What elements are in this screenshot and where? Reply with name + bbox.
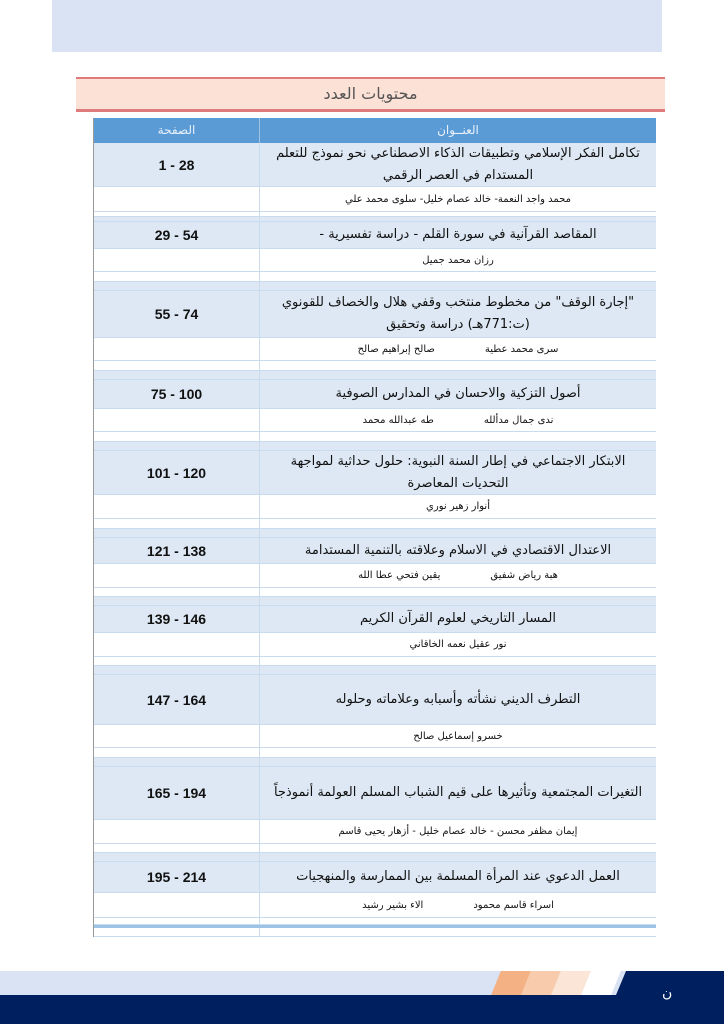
table-row-spacer xyxy=(94,588,656,597)
empty-cell xyxy=(260,748,656,757)
article-title: العمل الدعوي عند المرأة المسلمة بين الممارسة والمنهجيات xyxy=(296,869,620,884)
empty-cell xyxy=(94,748,260,757)
page-range: 139 - 146 xyxy=(94,606,260,632)
table-row-spacer xyxy=(94,758,656,767)
page-range: 121 - 138 xyxy=(94,538,260,563)
empty-cell xyxy=(94,409,260,431)
table-row-spacer xyxy=(94,844,656,853)
empty-cell xyxy=(260,758,656,766)
table-row-authors xyxy=(94,249,656,272)
article-title: المقاصد القرآنية في سورة القلم - دراسة تفسيرية - xyxy=(319,227,597,242)
empty-cell xyxy=(260,588,656,596)
article-title: الاعتدال الاقتصادي في الاسلام وعلاقته بالتنمية المستدامة xyxy=(304,542,612,558)
empty-cell xyxy=(94,666,260,674)
empty-cell xyxy=(260,918,656,924)
author-name: أنوار زهير نوري xyxy=(426,501,490,512)
authors xyxy=(260,495,656,518)
table-row-authors xyxy=(94,893,656,918)
empty-cell xyxy=(94,371,260,379)
empty-cell xyxy=(94,187,260,211)
authors xyxy=(260,564,656,587)
empty-cell xyxy=(260,844,656,852)
table-row-spacer xyxy=(94,282,656,291)
table-row-spacer xyxy=(94,361,656,371)
author-name: محمد واجد النعمة- خالد عصام خليل- سلوى محمد علي xyxy=(345,193,571,205)
article-title: أصول التزكية والاحسان في المدارس الصوفية xyxy=(335,386,581,401)
authors xyxy=(260,409,656,431)
table-row-authors xyxy=(94,409,656,432)
author-name: إيمان مظفر محسن - خالد عصام خليل - أزهار يحيى قاسم xyxy=(338,826,578,837)
empty-cell xyxy=(260,272,656,281)
table-row-authors xyxy=(94,633,656,657)
author-name: يقين فتحي عطا الله xyxy=(358,570,441,581)
empty-cell xyxy=(260,217,656,221)
table-row-spacer xyxy=(94,853,656,862)
column-header-title: العنــوان xyxy=(437,123,479,137)
empty-cell xyxy=(260,371,656,379)
author-name: ندى جمال مدألله xyxy=(483,414,554,426)
empty-cell xyxy=(94,564,260,587)
article-title: المسار التاريخي لعلوم القرآن الكريم xyxy=(360,611,557,626)
authors xyxy=(260,820,656,843)
page-range: 75 - 100 xyxy=(94,380,260,408)
authors xyxy=(260,187,656,211)
table-body xyxy=(94,143,656,925)
author-name: اسراء قاسم محمود xyxy=(473,899,554,911)
table-row-title xyxy=(94,222,656,249)
empty-cell xyxy=(94,338,260,360)
empty-cell xyxy=(94,597,260,605)
table-row-spacer xyxy=(94,371,656,380)
page-range: 29 - 54 xyxy=(94,222,260,248)
empty-cell xyxy=(260,529,656,537)
authors xyxy=(260,725,656,747)
table-row-spacer xyxy=(94,748,656,758)
table-row-title xyxy=(94,291,656,338)
author-name: سرى محمد عطية xyxy=(484,343,559,355)
author-name: هبة رياض شفيق xyxy=(490,570,558,581)
empty-cell xyxy=(94,442,260,450)
table-row-authors xyxy=(94,820,656,844)
table-row-authors xyxy=(94,338,656,361)
empty-cell xyxy=(94,212,260,216)
empty-cell xyxy=(94,657,260,665)
table-row-spacer xyxy=(94,432,656,442)
empty-cell xyxy=(94,820,260,843)
page-range: 55 - 74 xyxy=(94,291,260,337)
table-row-spacer xyxy=(94,597,656,606)
table-row-authors xyxy=(94,495,656,519)
empty-cell xyxy=(94,432,260,441)
top-banner xyxy=(52,0,662,52)
table-row-spacer xyxy=(94,529,656,538)
table-row-spacer xyxy=(94,666,656,675)
empty-cell xyxy=(94,758,260,766)
table-row-authors xyxy=(94,725,656,748)
empty-cell xyxy=(260,442,656,450)
empty-cell xyxy=(94,519,260,528)
empty-cell xyxy=(260,432,656,441)
empty-cell xyxy=(94,217,260,221)
empty-cell xyxy=(94,893,260,917)
table-row-title xyxy=(94,380,656,409)
article-title: "إجارة الوقف" من مخطوط منتخب وقفي هلال والخصاف للقونوي (ت:771هـ) دراسة وتحقيق xyxy=(281,295,635,332)
empty-cell xyxy=(94,844,260,852)
column-header-page: الصفحة xyxy=(94,118,260,143)
empty-cell xyxy=(94,282,260,290)
table-row-title xyxy=(94,862,656,893)
authors xyxy=(260,633,656,656)
contents-table xyxy=(93,118,656,937)
page-range: 195 - 214 xyxy=(94,862,260,892)
article-title: الابتكار الاجتماعي في إطار السنة النبوية: حلول حداثية لمواجهة التحديات المعاصرة xyxy=(290,453,626,491)
table-row-title xyxy=(94,143,656,187)
empty-cell xyxy=(260,282,656,290)
empty-cell xyxy=(260,666,656,674)
table-row-spacer xyxy=(94,519,656,529)
table-row-title xyxy=(94,451,656,495)
table-row-spacer xyxy=(94,918,656,925)
empty-cell xyxy=(94,725,260,747)
empty-cell xyxy=(260,212,656,216)
page-number: ن xyxy=(662,985,673,1001)
table-end-spacer xyxy=(94,928,656,937)
table-row-title xyxy=(94,675,656,725)
page-range: 147 - 164 xyxy=(94,675,260,724)
page-range: 1 - 28 xyxy=(94,143,260,186)
table-row-title xyxy=(94,767,656,820)
empty-cell xyxy=(94,853,260,861)
empty-cell xyxy=(94,361,260,370)
table-header xyxy=(94,118,656,143)
empty-cell xyxy=(260,853,656,861)
empty-cell xyxy=(94,495,260,518)
authors xyxy=(260,249,656,271)
authors xyxy=(260,338,656,360)
table-row-authors xyxy=(94,564,656,588)
table-row-title xyxy=(94,606,656,633)
empty-cell xyxy=(260,361,656,370)
page-title: محتويات العدد xyxy=(76,77,665,112)
article-title: التغيرات المجتمعية وتأثيرها على قيم الشباب المسلم العولمة أنموذجاً xyxy=(273,785,643,800)
author-name: نور عقيل نعمه الخاقاني xyxy=(409,639,507,650)
table-row-spacer xyxy=(94,272,656,282)
table-row-authors xyxy=(94,187,656,212)
empty-cell xyxy=(94,529,260,537)
article-title: التطرف الديني نشأته وأسبابه وعلاماته وحلوله xyxy=(335,691,581,707)
empty-cell xyxy=(94,272,260,281)
page-range: 165 - 194 xyxy=(94,767,260,819)
authors xyxy=(260,893,656,917)
page-range: 101 - 120 xyxy=(94,451,260,494)
empty-cell xyxy=(94,588,260,596)
table-row-title xyxy=(94,538,656,564)
empty-cell xyxy=(94,633,260,656)
article-title: تكامل الفكر الإسلامي وتطبيقات الذكاء الاصطناعي نحو نموذج للتعلم المستدام في العصر الرقمي xyxy=(276,145,640,183)
author-name: الاء بشير رشيد xyxy=(362,899,424,911)
author-name: خسرو إسماعيل صالح xyxy=(413,730,503,742)
table-row-spacer xyxy=(94,657,656,666)
empty-cell xyxy=(260,519,656,528)
empty-cell xyxy=(260,657,656,665)
author-name: رزان محمد جميل xyxy=(422,254,494,266)
empty-cell xyxy=(94,249,260,271)
empty-cell xyxy=(260,597,656,605)
author-name: طه عبدالله محمد xyxy=(362,414,434,426)
author-name: صالح إبراهيم صالح xyxy=(357,343,435,355)
empty-cell xyxy=(94,918,260,924)
